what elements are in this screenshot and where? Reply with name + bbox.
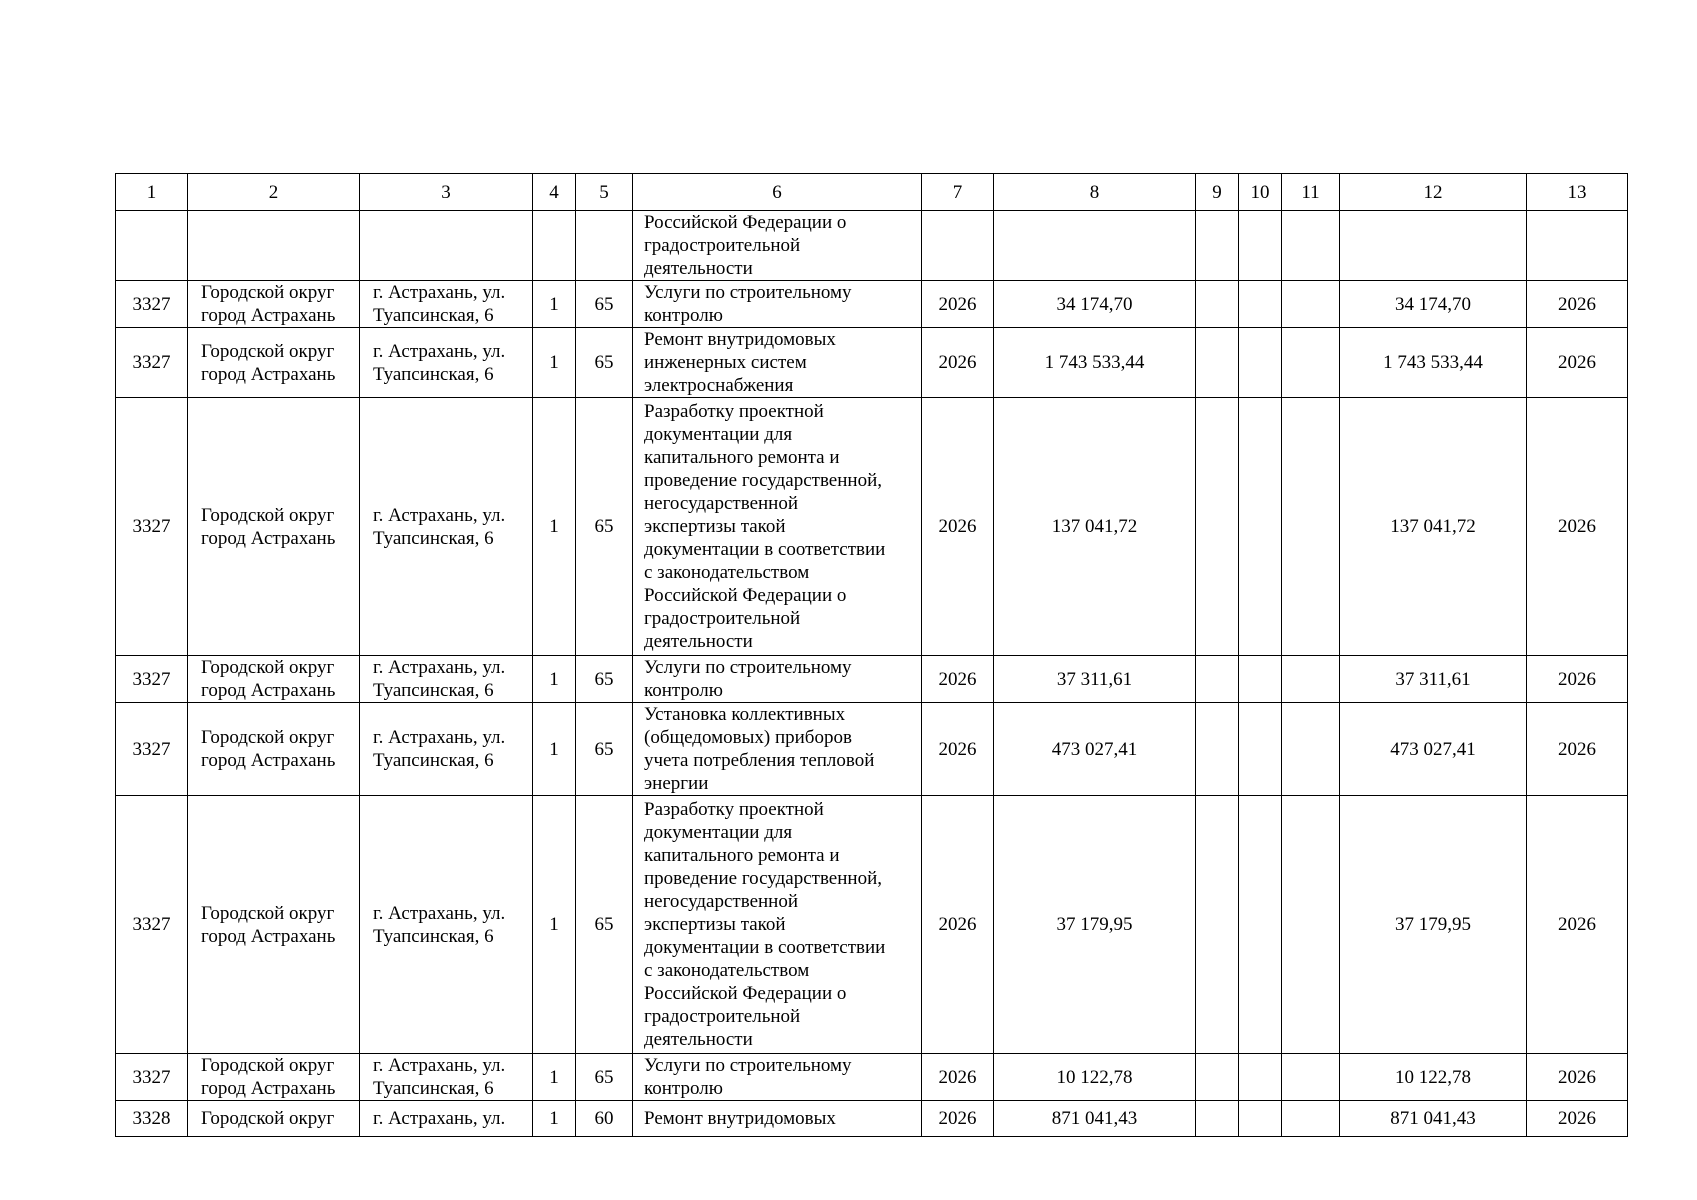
cost-cell <box>994 281 1196 328</box>
table-row <box>116 328 1628 398</box>
work-type-text: Российской Федерации о градостроительной деятельности <box>644 212 847 279</box>
col5-text: 65 <box>594 738 614 760</box>
address-cell <box>360 703 533 796</box>
row-id-text: 3327 <box>132 914 171 935</box>
col11-cell <box>1282 398 1340 656</box>
completion-year-cell <box>1527 1101 1628 1137</box>
column-number: 12 <box>1340 174 1527 211</box>
year-text: 2026 <box>938 738 977 760</box>
total-cost-text: 1 743 533,44 <box>1383 352 1483 373</box>
completion-year-cell <box>1527 211 1628 281</box>
work-type-cell <box>633 1054 922 1101</box>
municipality-cell <box>188 398 360 656</box>
work-type-cell <box>633 1101 922 1137</box>
completion-year-text: 2026 <box>1558 516 1596 537</box>
municipality-text: Городской округ город Астрахань <box>201 1055 336 1099</box>
col5-text: 65 <box>594 352 614 373</box>
col5-cell <box>576 703 633 796</box>
column-number: 7 <box>922 174 994 211</box>
col11-cell <box>1282 211 1340 281</box>
cost-text: 473 027,41 <box>1051 738 1138 760</box>
table-row <box>116 796 1628 1054</box>
col5-text: 60 <box>594 1108 614 1129</box>
col4-text: 1 <box>549 668 559 690</box>
col9-cell <box>1196 703 1239 796</box>
row-id-text: 3327 <box>132 293 171 315</box>
col11-cell <box>1282 1054 1340 1101</box>
capital-repair-table <box>115 173 1628 1137</box>
work-type-cell <box>633 703 922 796</box>
cost-text: 37 311,61 <box>1056 668 1133 690</box>
cost-cell <box>994 656 1196 703</box>
row-id-text: 3327 <box>132 1066 171 1088</box>
col10-cell <box>1239 328 1282 398</box>
table-row <box>116 281 1628 328</box>
column-number: 2 <box>188 174 360 211</box>
completion-year-text: 2026 <box>1558 668 1596 690</box>
total-cost-cell <box>1340 1101 1527 1137</box>
address-text: г. Астрахань, ул. Туапсинская, 6 <box>373 657 506 701</box>
column-number: 1 <box>116 174 188 211</box>
completion-year-cell <box>1527 703 1628 796</box>
municipality-text: Городской округ город Астрахань <box>201 902 336 947</box>
completion-year-cell <box>1527 328 1628 398</box>
work-type-text: Ремонт внутридомовых инженерных систем электроснабжения <box>644 329 836 396</box>
cost-text: 137 041,72 <box>1051 516 1138 537</box>
year-cell <box>922 796 994 1054</box>
address-text: г. Астрахань, ул. Туапсинская, 6 <box>373 282 506 326</box>
work-type-text: Установка коллективных (общедомовых) приборов учета потребления тепловой энергии <box>644 704 875 794</box>
col4-text: 1 <box>549 352 559 373</box>
completion-year-cell <box>1527 281 1628 328</box>
work-type-text: Разработку проектной документации для капитального ремонта и проведение государственной, негосударственной экспертизы такой документации в соответствии с законодательством Российской Федерации о градостроительной деятельности <box>644 401 886 652</box>
total-cost-cell <box>1340 656 1527 703</box>
cost-cell <box>994 703 1196 796</box>
address-cell <box>360 656 533 703</box>
total-cost-cell <box>1340 328 1527 398</box>
completion-year-text: 2026 <box>1558 293 1596 315</box>
col11-cell <box>1282 796 1340 1054</box>
row-id-text: 3328 <box>132 1108 171 1129</box>
row-id-text: 3327 <box>132 668 171 690</box>
year-cell <box>922 1054 994 1101</box>
total-cost-text: 137 041,72 <box>1390 516 1476 537</box>
row-id-cell <box>116 796 188 1054</box>
col4-cell <box>533 398 576 656</box>
col9-cell <box>1196 281 1239 328</box>
column-number-row <box>116 174 1628 211</box>
col9-cell <box>1196 211 1239 281</box>
col9-cell <box>1196 656 1239 703</box>
year-cell <box>922 1101 994 1137</box>
col4-text: 1 <box>549 516 559 537</box>
address-cell <box>360 1101 533 1137</box>
cost-cell <box>994 1101 1196 1137</box>
col4-cell <box>533 703 576 796</box>
row-id-cell <box>116 328 188 398</box>
column-number: 10 <box>1239 174 1282 211</box>
address-text: г. Астрахань, ул. Туапсинская, 6 <box>373 504 506 549</box>
completion-year-text: 2026 <box>1558 738 1596 760</box>
total-cost-text: 473 027,41 <box>1390 738 1476 760</box>
col4-cell <box>533 1054 576 1101</box>
col5-cell <box>576 328 633 398</box>
municipality-text: Городской округ город Астрахань <box>201 504 336 549</box>
col10-cell <box>1239 1101 1282 1137</box>
table-row <box>116 703 1628 796</box>
address-text: г. Астрахань, ул. Туапсинская, 6 <box>373 1055 506 1099</box>
address-text: г. Астрахань, ул. Туапсинская, 6 <box>373 727 506 771</box>
row-id-cell <box>116 398 188 656</box>
column-number: 11 <box>1282 174 1340 211</box>
col5-text: 65 <box>594 293 614 315</box>
completion-year-cell <box>1527 796 1628 1054</box>
cost-text: 1 743 533,44 <box>1044 352 1145 373</box>
cost-cell <box>994 211 1196 281</box>
col4-text: 1 <box>549 738 559 760</box>
col4-cell <box>533 656 576 703</box>
row-id-text: 3327 <box>132 738 171 760</box>
year-text: 2026 <box>938 1066 977 1088</box>
cost-cell <box>994 796 1196 1054</box>
table-row <box>116 1054 1628 1101</box>
municipality-text: Городской округ город Астрахань <box>201 282 336 326</box>
address-text: г. Астрахань, ул. <box>373 1108 506 1129</box>
total-cost-cell <box>1340 398 1527 656</box>
cost-text: 10 122,78 <box>1056 1066 1133 1088</box>
work-type-cell <box>633 328 922 398</box>
total-cost-text: 10 122,78 <box>1395 1066 1471 1088</box>
row-id-cell <box>116 1101 188 1137</box>
column-number: 6 <box>633 174 922 211</box>
work-type-text: Разработку проектной документации для капитального ремонта и проведение государственной, негосударственной экспертизы такой документации в соответствии с законодательством Российской Федерации о градостроительной деятельности <box>644 799 886 1050</box>
work-type-text: Услуги по строительному контролю <box>644 657 852 701</box>
cost-cell <box>994 328 1196 398</box>
municipality-text: Городской округ город Астрахань <box>201 657 336 701</box>
work-type-cell <box>633 398 922 656</box>
col10-cell <box>1239 703 1282 796</box>
municipality-text: Городской округ город Астрахань <box>201 727 336 771</box>
total-cost-text: 34 174,70 <box>1395 293 1471 315</box>
completion-year-cell <box>1527 398 1628 656</box>
completion-year-text: 2026 <box>1558 352 1596 373</box>
year-text: 2026 <box>938 352 977 373</box>
col5-cell <box>576 796 633 1054</box>
row-id-cell <box>116 281 188 328</box>
address-text: г. Астрахань, ул. Туапсинская, 6 <box>373 902 506 947</box>
col10-cell <box>1239 1054 1282 1101</box>
col5-text: 65 <box>594 516 614 537</box>
year-text: 2026 <box>938 1108 977 1129</box>
col11-cell <box>1282 656 1340 703</box>
cost-cell <box>994 1054 1196 1101</box>
table-row <box>116 656 1628 703</box>
col10-cell <box>1239 281 1282 328</box>
column-number: 13 <box>1527 174 1628 211</box>
municipality-cell <box>188 703 360 796</box>
col11-cell <box>1282 1101 1340 1137</box>
total-cost-cell <box>1340 281 1527 328</box>
col9-cell <box>1196 796 1239 1054</box>
col5-cell <box>576 211 633 281</box>
col4-text: 1 <box>549 1108 559 1129</box>
total-cost-cell <box>1340 796 1527 1054</box>
completion-year-cell <box>1527 1054 1628 1101</box>
table-row <box>116 1101 1628 1137</box>
address-text: г. Астрахань, ул. Туапсинская, 6 <box>373 340 506 385</box>
year-text: 2026 <box>938 293 977 315</box>
col4-text: 1 <box>549 293 559 315</box>
cost-text: 37 179,95 <box>1056 914 1133 935</box>
col10-cell <box>1239 656 1282 703</box>
municipality-cell <box>188 1101 360 1137</box>
col4-cell <box>533 796 576 1054</box>
col4-cell <box>533 328 576 398</box>
completion-year-cell <box>1527 656 1628 703</box>
col4-cell <box>533 281 576 328</box>
row-id-text: 3327 <box>132 352 171 373</box>
column-number: 8 <box>994 174 1196 211</box>
total-cost-cell <box>1340 1054 1527 1101</box>
completion-year-text: 2026 <box>1558 914 1596 935</box>
col10-cell <box>1239 211 1282 281</box>
work-type-cell <box>633 211 922 281</box>
col5-cell <box>576 656 633 703</box>
year-cell <box>922 281 994 328</box>
row-id-cell <box>116 703 188 796</box>
col9-cell <box>1196 398 1239 656</box>
address-cell <box>360 211 533 281</box>
col5-cell <box>576 281 633 328</box>
year-text: 2026 <box>938 516 977 537</box>
address-cell <box>360 398 533 656</box>
row-id-cell <box>116 211 188 281</box>
total-cost-cell <box>1340 211 1527 281</box>
col9-cell <box>1196 1101 1239 1137</box>
municipality-cell <box>188 328 360 398</box>
column-number: 3 <box>360 174 533 211</box>
work-type-text: Ремонт внутридомовых <box>644 1108 836 1129</box>
col5-text: 65 <box>594 1066 614 1088</box>
cost-text: 34 174,70 <box>1056 293 1133 315</box>
address-cell <box>360 281 533 328</box>
column-number: 9 <box>1196 174 1239 211</box>
col5-text: 65 <box>594 914 614 935</box>
col4-text: 1 <box>549 914 559 935</box>
table-row <box>116 398 1628 656</box>
col10-cell <box>1239 398 1282 656</box>
work-type-text: Услуги по строительному контролю <box>644 1055 852 1099</box>
completion-year-text: 2026 <box>1558 1108 1596 1129</box>
year-cell <box>922 656 994 703</box>
col4-cell <box>533 1101 576 1137</box>
col9-cell <box>1196 1054 1239 1101</box>
municipality-text: Городской округ <box>201 1108 335 1129</box>
municipality-text: Городской округ город Астрахань <box>201 340 336 385</box>
year-cell <box>922 703 994 796</box>
municipality-cell <box>188 211 360 281</box>
col9-cell <box>1196 328 1239 398</box>
column-number: 5 <box>576 174 633 211</box>
row-id-cell <box>116 656 188 703</box>
address-cell <box>360 328 533 398</box>
col4-text: 1 <box>549 1066 559 1088</box>
col4-cell <box>533 211 576 281</box>
col11-cell <box>1282 328 1340 398</box>
cost-text: 871 041,43 <box>1051 1108 1138 1129</box>
work-type-cell <box>633 796 922 1054</box>
col11-cell <box>1282 703 1340 796</box>
total-cost-text: 37 311,61 <box>1395 668 1471 690</box>
col5-cell <box>576 1101 633 1137</box>
year-text: 2026 <box>938 668 977 690</box>
total-cost-text: 37 179,95 <box>1395 914 1471 935</box>
address-cell <box>360 1054 533 1101</box>
col5-cell <box>576 1054 633 1101</box>
year-cell <box>922 328 994 398</box>
row-id-cell <box>116 1054 188 1101</box>
total-cost-text: 871 041,43 <box>1390 1108 1476 1129</box>
address-cell <box>360 796 533 1054</box>
col10-cell <box>1239 796 1282 1054</box>
year-cell <box>922 211 994 281</box>
total-cost-cell <box>1340 703 1527 796</box>
year-cell <box>922 398 994 656</box>
table-body <box>116 174 1628 1137</box>
column-number: 4 <box>533 174 576 211</box>
cost-cell <box>994 398 1196 656</box>
municipality-cell <box>188 656 360 703</box>
work-type-text: Услуги по строительному контролю <box>644 282 852 326</box>
work-type-cell <box>633 656 922 703</box>
col5-text: 65 <box>594 668 614 690</box>
row-id-text: 3327 <box>132 516 171 537</box>
municipality-cell <box>188 281 360 328</box>
work-type-cell <box>633 281 922 328</box>
col11-cell <box>1282 281 1340 328</box>
completion-year-text: 2026 <box>1558 1066 1596 1088</box>
municipality-cell <box>188 796 360 1054</box>
table-row <box>116 211 1628 281</box>
col5-cell <box>576 398 633 656</box>
year-text: 2026 <box>938 914 977 935</box>
municipality-cell <box>188 1054 360 1101</box>
